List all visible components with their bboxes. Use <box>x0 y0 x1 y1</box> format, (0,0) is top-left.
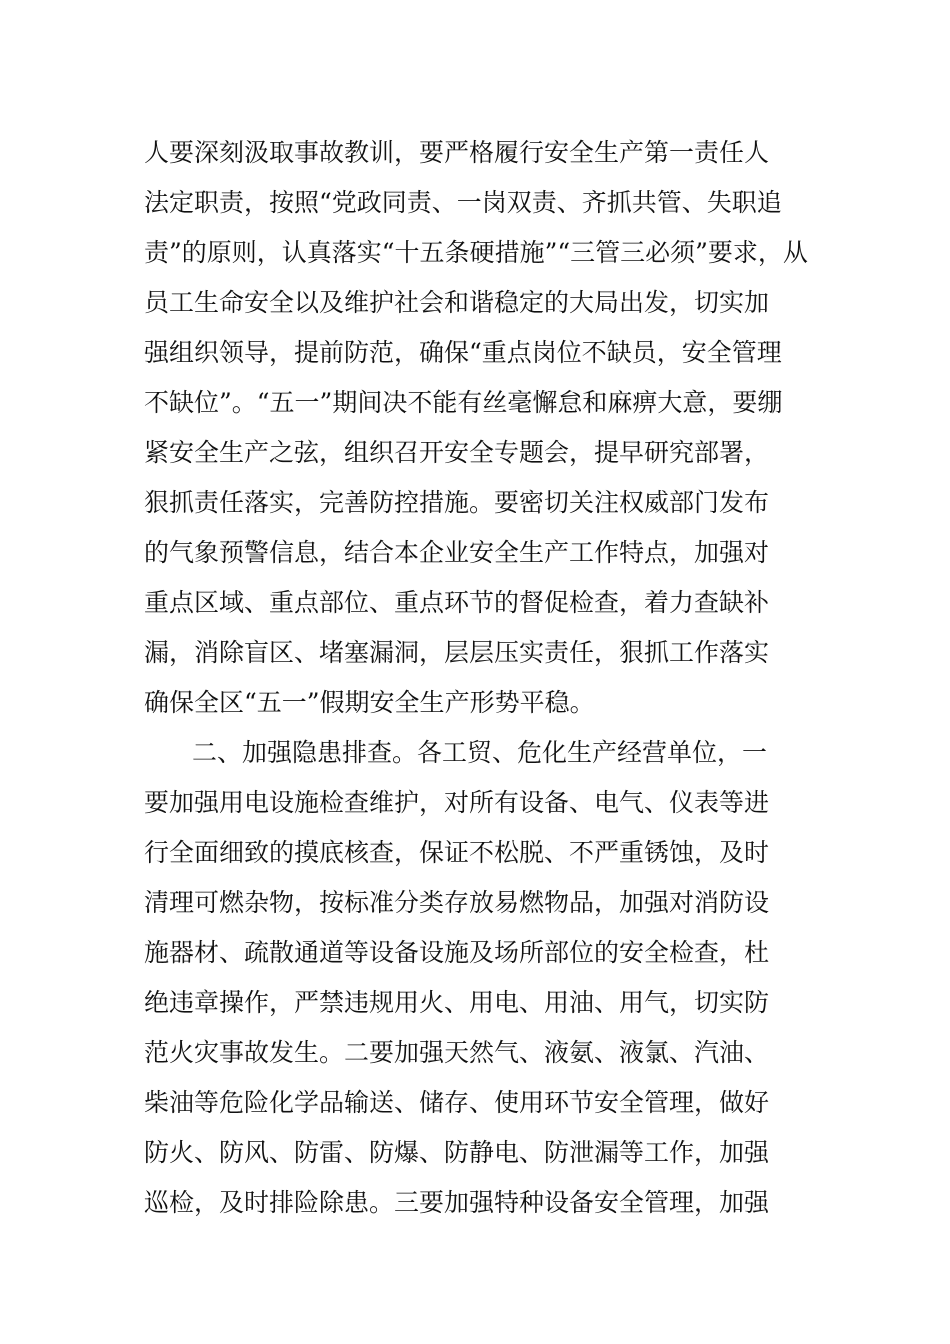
text-line: 人要深刻汲取事故教训，要严格履行安全生产第一责任人 <box>144 138 770 167</box>
text-line: 的气象预警信息，结合本企业安全生产工作特点，加强对 <box>144 538 770 567</box>
text-line: 范火灾事故发生。二要加强天然气、液氨、液氯、汽油、 <box>144 1038 770 1067</box>
body-text <box>144 128 814 1228</box>
text-line: 防火、防风、防雷、防爆、防静电、防泄漏等工作，加强 <box>144 1138 770 1167</box>
text-line: 狠抓责任落实，完善防控措施。要密切关注权威部门发布 <box>144 488 770 517</box>
text-line: 紧安全生产之弦，组织召开安全专题会，提早研究部署， <box>144 438 770 467</box>
text-line: 员工生命安全以及维护社会和谐稳定的大局出发，切实加 <box>144 288 770 317</box>
text-line: 巡检，及时排险除患。三要加强特种设备安全管理，加强 <box>144 1188 770 1217</box>
text-line: 绝违章操作，严禁违规用火、用电、用油、用气，切实防 <box>144 988 770 1017</box>
text-line: 要加强用电设施检查维护，对所有设备、电气、仪表等进 <box>144 788 770 817</box>
text-line: 强组织领导，提前防范，确保“重点岗位不缺员，安全管理 <box>144 338 782 367</box>
text-line: 责”的原则，认真落实“十五条硬措施”“三管三必须”要求，从 <box>144 238 808 267</box>
text-line: 确保全区“五一”假期安全生产形势平稳。 <box>144 688 595 717</box>
section-heading-line: 二、加强隐患排查。各工贸、危化生产经营单位，一 <box>192 738 768 767</box>
text-line: 清理可燃杂物，按标准分类存放易燃物品，加强对消防设 <box>144 888 770 917</box>
text-line: 施器材、疏散通道等设备设施及场所部位的安全检查，杜 <box>144 938 770 967</box>
text-line: 法定职责，按照“党政同责、一岗双责、齐抓共管、失职追 <box>144 188 782 217</box>
text-line: 柴油等危险化学品输送、储存、使用环节安全管理，做好 <box>144 1088 770 1117</box>
text-line: 行全面细致的摸底核查，保证不松脱、不严重锈蚀，及时 <box>144 838 770 867</box>
text-line: 漏，消除盲区、堵塞漏洞，层层压实责任，狠抓工作落实 <box>144 638 770 667</box>
text-line: 不缺位”。“五一”期间决不能有丝毫懈怠和麻痹大意，要绷 <box>144 388 783 417</box>
text-line: 重点区域、重点部位、重点环节的督促检查，着力查缺补 <box>144 588 770 617</box>
